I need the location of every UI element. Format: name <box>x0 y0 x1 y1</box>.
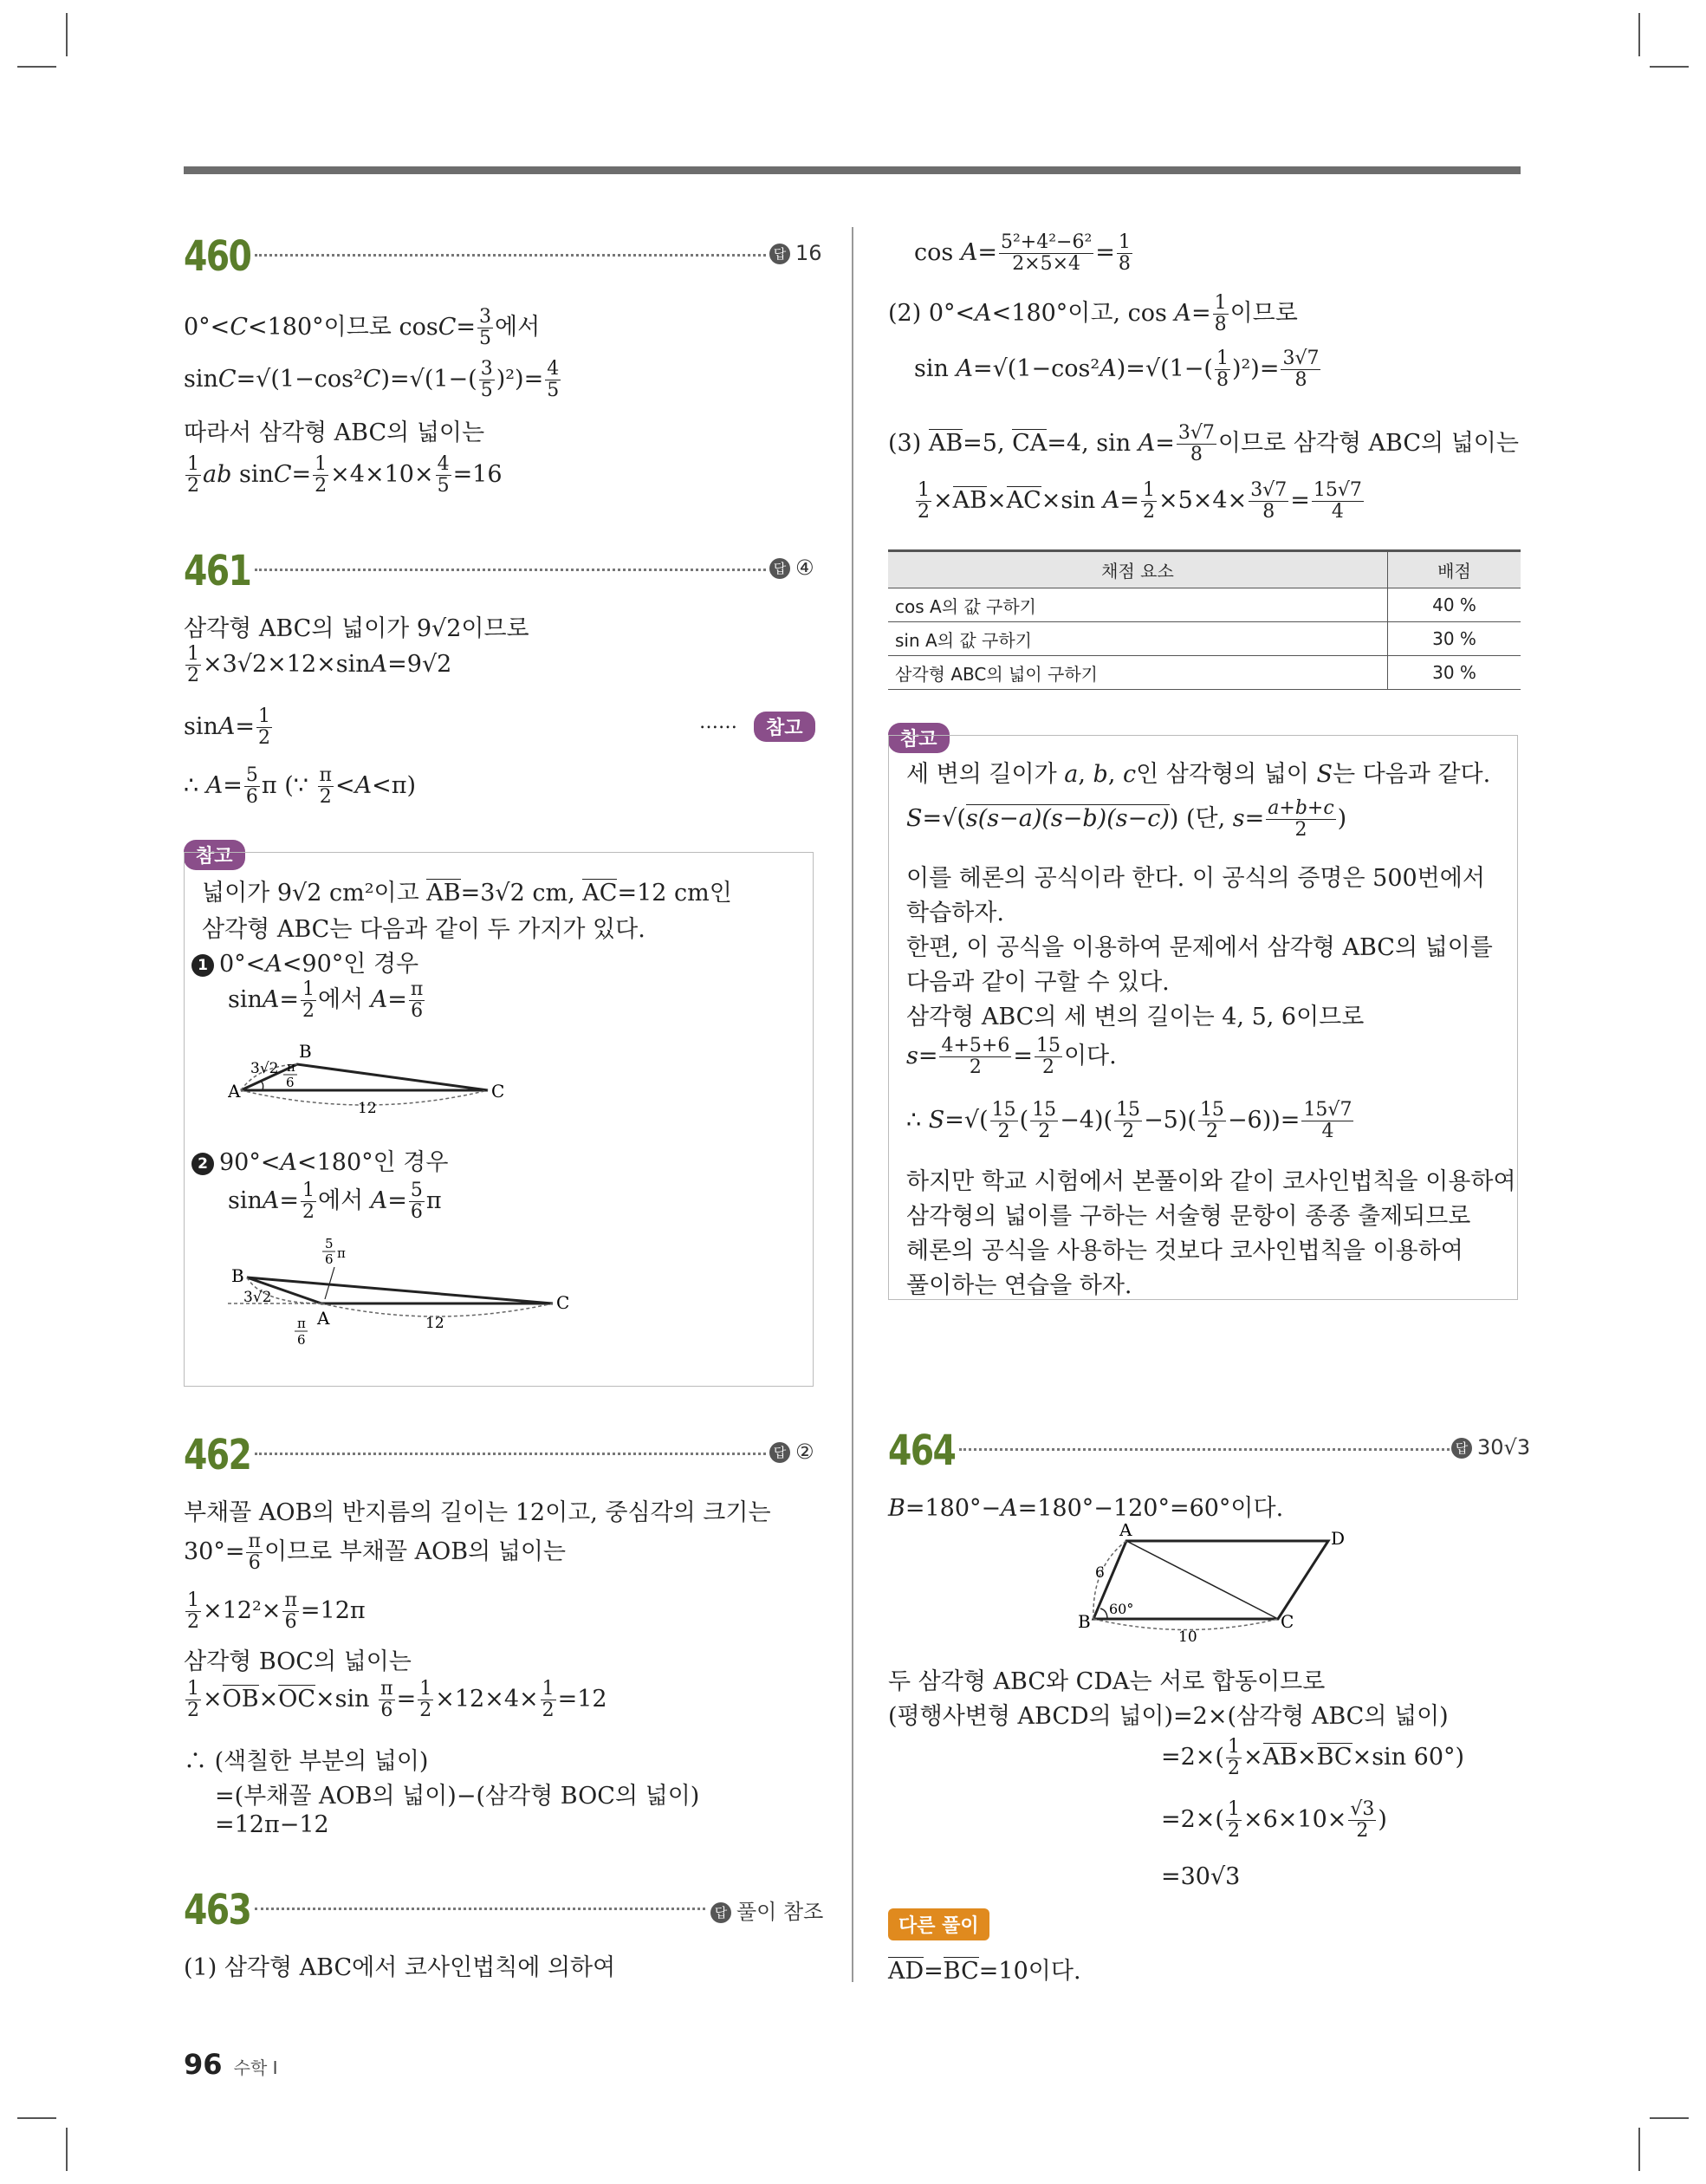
fraction: $\frac{15√7}{4}$ <box>1313 479 1362 523</box>
text-line: 2 90°<A<180°인 경우 <box>191 1143 448 1177</box>
vertex-label: C <box>491 1081 505 1102</box>
text-line: B=180°−A=180°−120°=60°이다. <box>888 1495 1284 1522</box>
table-cell: 삼각형 ABC의 넓이 구하기 <box>888 656 1388 690</box>
text-line: =30√3 <box>1161 1863 1241 1890</box>
text-line: sin A=√(1−cos²A)=√(1−( $\frac{1}{8}$ )²)= $\frac{3√7}{8}$ <box>914 348 1320 392</box>
number-bullet: 1 <box>191 954 214 977</box>
side-label: 10 <box>1178 1628 1197 1645</box>
text-line: (3) AB=5, CA=4, sin A= $\frac{3√7}{8}$ 이므로 삼각형 ABC의 넓이는 <box>888 422 1519 466</box>
text-line: 0°<C<180°이므로 cosC= $\frac{3}{5}$ 에서 <box>184 306 541 350</box>
reference-tag: 참고 <box>184 840 245 870</box>
answer-label: 답 ④ <box>769 556 814 580</box>
answer-mark-icon: 답 <box>1451 1438 1472 1459</box>
fraction: $\frac{5}{6}$ <box>245 764 258 809</box>
problem-460 <box>184 227 822 504</box>
text-line: 학습하자. <box>906 900 1004 926</box>
fraction: $\frac{1}{8}$ <box>1118 231 1131 276</box>
fraction: $\frac{1}{2}$ <box>258 705 271 750</box>
vertex-label: B <box>231 1265 244 1286</box>
fraction: $\frac{1}{2}$ <box>302 1180 315 1224</box>
fraction: $\frac{3}{5}$ <box>479 306 492 350</box>
fraction: $\frac{a+b+c}{2}$ <box>1268 797 1334 842</box>
fraction: $\frac{15}{2}$ <box>1032 1099 1057 1143</box>
fraction: $\frac{15}{2}$ <box>1199 1099 1224 1143</box>
crop-mark <box>17 2117 56 2119</box>
text-line: 삼각형 ABC의 넓이가 9√2이므로 <box>184 615 529 642</box>
table-row <box>888 622 1521 656</box>
text-line: sinA= $\frac{1}{2}$ 에서 A= $\frac{5}{6}$ π <box>228 1180 442 1224</box>
text-line: (1) 삼각형 ABC에서 코사인법칙에 의하여 <box>184 1954 616 1981</box>
answer-label: 답 풀이 참조 <box>710 1895 823 1925</box>
answer-label: 답 16 <box>769 241 822 265</box>
text-line: S=√(s(s−a)(s−b)(s−c)) (단, s= $\frac{a+b+c}{2}$ ) <box>906 797 1347 842</box>
fraction: $\frac{\text{5²+4²−6²}}{2\times 5\times 4}$ <box>1000 231 1093 276</box>
fraction: $\frac{1}{2}$ <box>302 978 315 1023</box>
leader-dots <box>255 1453 766 1455</box>
text-line: sinC=√(1−cos²C)=√(1−( $\frac{3}{5}$ )²)= $\frac{4}{5}$ <box>184 358 560 402</box>
fraction: $\frac{1}{8}$ <box>1214 292 1227 336</box>
subject-label: 수학 I <box>233 2057 278 2078</box>
table-row <box>888 588 1521 622</box>
text-line: 다음과 같이 구할 수 있다. <box>906 969 1170 996</box>
side-label: 6 <box>1095 1564 1105 1582</box>
text-line: $\frac{1}{2}$ ×3√2×12×sinA=9√2 <box>187 643 452 687</box>
answer-label: 답 ② <box>769 1440 814 1464</box>
vertex-label: B <box>299 1041 312 1062</box>
problem-number: 463 <box>184 1886 251 1934</box>
reference-tag: 참고 <box>888 723 950 753</box>
text-line: 따라서 삼각형 ABC의 넓이는 <box>184 419 485 446</box>
leader-dots <box>255 254 766 257</box>
text-line: 삼각형 BOC의 넓이는 <box>184 1648 412 1675</box>
fraction: $\frac{15}{2}$ <box>1116 1099 1141 1143</box>
reference-box <box>184 852 814 1387</box>
text-line: 헤론의 공식을 사용하는 것보다 코사인법칙을 이용하여 <box>906 1238 1463 1264</box>
fraction: $\frac{4}{5}$ <box>437 453 450 497</box>
vertex-label: C <box>1281 1611 1294 1632</box>
vertex-label: D <box>1331 1528 1346 1549</box>
crop-mark <box>66 13 68 56</box>
answer-mark-icon: 답 <box>769 558 790 579</box>
answer-mark-icon: 답 <box>769 1442 790 1463</box>
text-line: 삼각형 ABC는 다음과 같이 두 가지가 있다. <box>202 916 645 943</box>
angle-label: 60° <box>1109 1601 1134 1617</box>
text-line: ∴ S=√( $\frac{15}{2}$ ( $\frac{15}{2}$ −4)( $\frac{15}{2}$ −5)( $\frac{15}{2}$ −6))= $\frac{15√7}{4}$ <box>906 1099 1352 1143</box>
side-label: 12 <box>425 1315 444 1332</box>
text-line: =12π−12 <box>215 1811 329 1838</box>
answer-label: 답 30√3 <box>1451 1435 1530 1459</box>
text-line: AD=BC=10이다. <box>888 1958 1081 1985</box>
vertex-label: A <box>1119 1524 1132 1540</box>
table-cell: 30 % <box>1388 622 1521 656</box>
side-label: 3√2 <box>243 1289 272 1306</box>
answer-mark-icon: 답 <box>710 1902 731 1923</box>
page-number: 96 <box>184 2048 223 2081</box>
text-line: =2×( $\frac{1}{2}$ ×6×10× $\frac{√3}{2}$ ) <box>1161 1798 1387 1843</box>
angle-label: π <box>297 1316 306 1331</box>
fraction: $\frac{\pi}{6}$ <box>284 1589 297 1634</box>
text-line: 하지만 학교 시험에서 본풀이와 같이 코사인법칙을 이용하여 <box>906 1168 1516 1195</box>
text-line: 넓이가 9√2 cm²이고 AB=3√2 cm, AC=12 cm인 <box>202 880 732 907</box>
vertex-label: B <box>1078 1611 1091 1632</box>
problem-number: 460 <box>184 232 251 281</box>
fraction: $\frac{3√7}{8}$ <box>1282 348 1320 392</box>
fraction: $\frac{4+5+6}{2}$ <box>941 1035 1010 1079</box>
alternative-solution-tag: 다른 풀이 <box>888 1908 989 1940</box>
vertex-label: A <box>317 1308 330 1329</box>
fraction: $\frac{1}{2}$ <box>1142 479 1155 523</box>
crop-mark <box>1638 2128 1640 2171</box>
answer-mark-icon: 답 <box>769 244 790 264</box>
table-header-row <box>888 551 1521 588</box>
fraction: $\frac{3√7}{8}$ <box>1250 479 1288 523</box>
diagonal-ac <box>1126 1541 1278 1619</box>
fraction: $\frac{1}{2}$ <box>187 1589 199 1634</box>
table-cell: cos A의 값 구하기 <box>888 588 1388 622</box>
text-line: 삼각형 ABC의 세 변의 길이는 4, 5, 6이므로 <box>906 1004 1365 1030</box>
reference-box <box>888 735 1518 1300</box>
text-line: 한편, 이 공식을 이용하여 문제에서 삼각형 ABC의 넓이를 <box>906 934 1493 961</box>
crop-mark <box>1638 13 1640 56</box>
fraction: $\frac{√3}{2}$ <box>1350 1798 1375 1843</box>
triangle-figure-obtuse <box>228 1234 609 1373</box>
text-line: $\frac{1}{2}$ ×12²× $\frac{\pi}{6}$ =12π <box>187 1589 366 1634</box>
text-line: 풀이하는 연습을 하자. <box>906 1272 1132 1299</box>
fraction: $\frac{1}{8}$ <box>1216 348 1229 392</box>
fraction: $\frac{3}{5}$ <box>480 358 493 402</box>
fraction: $\frac{\pi}{6}$ <box>248 1531 261 1575</box>
problem-number: 461 <box>184 547 251 595</box>
text-line: 부채꼴 AOB의 반지름의 길이는 12이고, 중심각의 크기는 <box>184 1499 771 1526</box>
problem-464 <box>888 1421 1531 1993</box>
crop-mark <box>17 66 56 68</box>
leader-dots <box>959 1448 1460 1451</box>
text-line: (평행사변형 ABCD의 넓이)=2×(삼각형 ABC의 넓이) <box>888 1703 1449 1730</box>
triangle-outline <box>247 1277 553 1303</box>
crop-mark <box>1650 2117 1689 2119</box>
fraction: $\frac{3√7}{8}$ <box>1177 422 1215 466</box>
fraction: $\frac{1}{2}$ <box>1227 1798 1240 1843</box>
fraction: $\frac{1}{2}$ <box>542 1678 555 1722</box>
text-line: ∴ A= $\frac{5}{6}$ π (∵ $\frac{\pi}{2}$ <A<π) <box>184 764 417 809</box>
table-cell: 40 % <box>1388 588 1521 622</box>
fraction: $\frac{1}{2}$ <box>315 453 328 497</box>
text-line: sinA= $\frac{1}{2}$ <box>184 705 271 750</box>
fraction: $\frac{1}{2}$ <box>187 643 199 687</box>
text-line: s= $\frac{4+5+6}{2}$ = $\frac{15}{2}$ 이다. <box>906 1035 1117 1079</box>
angle-label: 6 <box>325 1251 334 1267</box>
table-cell: sin A의 값 구하기 <box>888 622 1388 656</box>
vertex-label: A <box>228 1081 241 1102</box>
angle-label: 5 <box>325 1236 334 1251</box>
text-line: 세 변의 길이가 a, b, c인 삼각형의 넓이 S는 다음과 같다. <box>906 761 1491 788</box>
angle-label: 6 <box>286 1075 295 1090</box>
table-header: 배점 <box>1388 551 1521 588</box>
fraction: $\frac{\pi}{6}$ <box>410 978 424 1023</box>
table-cell: 30 % <box>1388 656 1521 690</box>
text-line: sinA= $\frac{1}{2}$ 에서 A= $\frac{\pi}{6}$ <box>228 978 424 1023</box>
angle-label: π <box>337 1245 346 1261</box>
text-line: cos A= $\frac{\text{5²+4²−6²}}{2\times 5\times 4}$ = $\frac{1}{8}$ <box>914 231 1131 276</box>
fraction: $\frac{\pi}{6}$ <box>380 1678 393 1722</box>
fraction: $\frac{1}{2}$ <box>419 1678 432 1722</box>
angle-label: 6 <box>297 1332 306 1348</box>
page-footer <box>184 2048 278 2081</box>
problem-462 <box>184 1426 816 1842</box>
parallelogram-figure <box>1074 1524 1352 1645</box>
text-line: 1 0°<A<90°인 경우 <box>191 945 418 978</box>
fraction: $\frac{15}{2}$ <box>991 1099 1016 1143</box>
problem-461 <box>184 542 816 1391</box>
reference-tag: 참고 <box>754 712 815 742</box>
text-line: 삼각형의 넓이를 구하는 서술형 문항이 종종 출제되므로 <box>906 1203 1471 1230</box>
header-rule <box>184 166 1521 174</box>
fraction: $\frac{4}{5}$ <box>547 358 560 402</box>
text-line: $\frac{1}{2}$ ×AB×AC×sin A= $\frac{1}{2}$ ×5×4× $\frac{3√7}{8}$ = $\frac{15√7}{4}$ <box>918 479 1362 523</box>
crop-mark <box>66 2128 68 2171</box>
text-line: =(부채꼴 AOB의 넓이)−(삼각형 BOC의 넓이) <box>215 1783 700 1810</box>
vertex-label: C <box>556 1292 570 1313</box>
fraction: $\frac{15√7}{4}$ <box>1303 1099 1352 1143</box>
scoring-table <box>888 549 1521 690</box>
side-label: 12 <box>358 1100 377 1117</box>
fraction: $\frac{1}{2}$ <box>918 479 930 523</box>
text-line: (2) 0°<A<180°이고, cos A= $\frac{1}{8}$ 이므로 <box>888 292 1298 336</box>
text-line: 30°= $\frac{\pi}{6}$ 이므로 부채꼴 AOB의 넓이는 <box>184 1531 566 1575</box>
column-divider <box>852 227 853 1982</box>
problem-number: 462 <box>184 1431 251 1479</box>
angle-label: π <box>287 1059 295 1075</box>
table-row <box>888 656 1521 690</box>
number-bullet: 2 <box>191 1153 214 1175</box>
text-line: =2×( $\frac{1}{2}$ ×AB×BC×sin 60°) <box>1161 1736 1465 1780</box>
text-line: 이를 헤론의 공식이라 한다. 이 공식의 증명은 500번에서 <box>906 865 1485 892</box>
fraction: $\frac{1}{2}$ <box>187 453 199 497</box>
table-header: 채점 요소 <box>888 551 1388 588</box>
side-label: 3√2 <box>250 1060 279 1077</box>
leader-dots <box>255 1908 705 1910</box>
text-line: $\frac{1}{2}$ ab sinC= $\frac{1}{2}$ ×4×10× $\frac{4}{5}$ =16 <box>187 453 503 497</box>
fraction: $\frac{\pi}{2}$ <box>319 764 332 809</box>
problem-463 <box>184 1881 824 1985</box>
fraction: $\frac{1}{2}$ <box>187 1678 199 1722</box>
fraction: $\frac{5}{6}$ <box>410 1180 423 1224</box>
problem-number: 464 <box>888 1427 956 1475</box>
angle-arc <box>1100 1609 1107 1619</box>
text-line: 두 삼각형 ABC와 CDA는 서로 합동이므로 <box>888 1668 1326 1695</box>
text-line: ∴ (색칠한 부분의 넓이) <box>184 1748 429 1775</box>
problem-463-continued <box>888 227 1521 1310</box>
text-line: $\frac{1}{2}$ ×OB×OC×sin $\frac{\pi}{6}$ = $\frac{1}{2}$ ×12×4× $\frac{1}{2}$ =12 <box>187 1678 607 1722</box>
fraction: $\frac{15}{2}$ <box>1035 1035 1061 1079</box>
triangle-figure-acute <box>228 1033 514 1128</box>
reference-dots: …… <box>699 712 737 733</box>
fraction: $\frac{1}{2}$ <box>1227 1736 1240 1780</box>
leader-dots <box>255 569 766 571</box>
crop-mark <box>1650 66 1689 68</box>
